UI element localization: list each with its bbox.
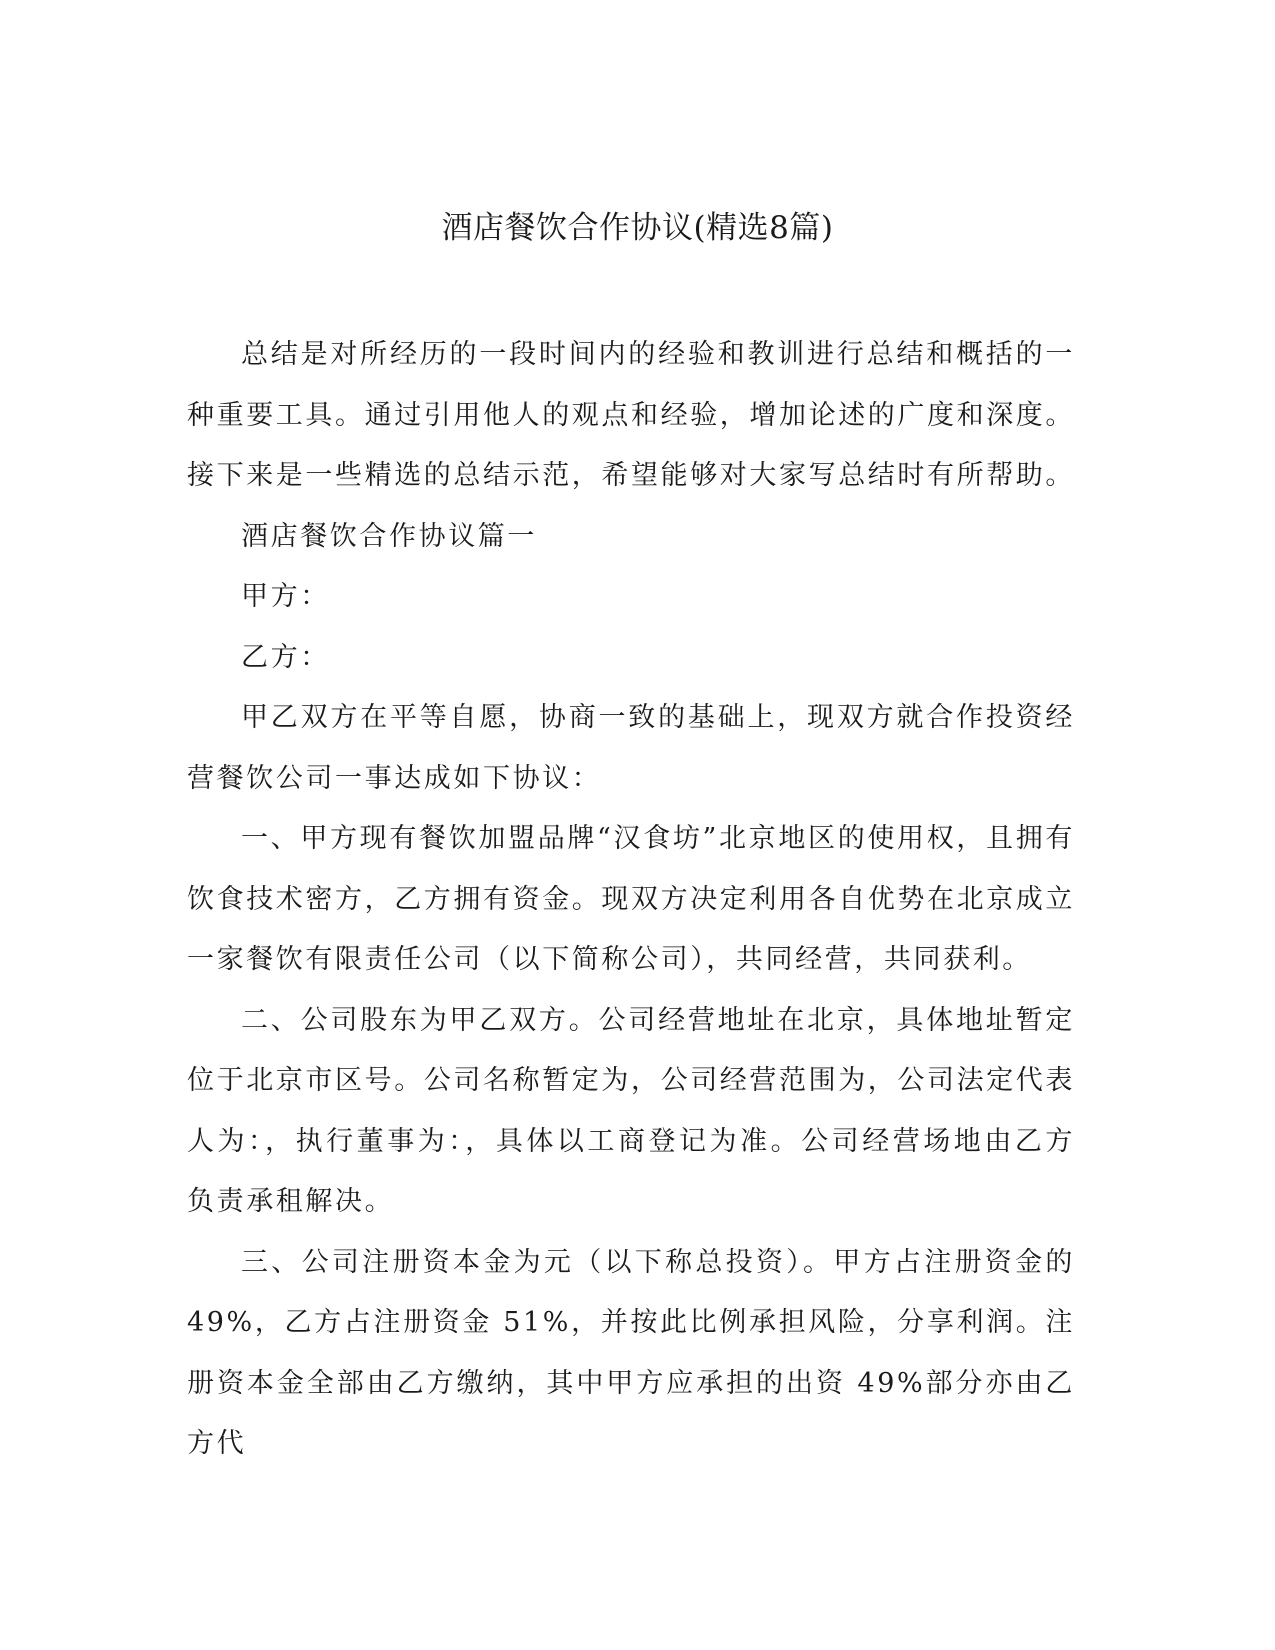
clause-one: 一、甲方现有餐饮加盟品牌“汉食坊”北京地区的使用权，且拥有饮食技术密方，乙方拥有资金。现双方决定利用各自优势在北京成立一家餐饮有限责任公司（以下简称公司），共同经营，共同获利。 — [187, 823, 1075, 975]
party-a-line: 甲方： — [241, 581, 330, 612]
clause-three: 三、公司注册资本金为元（以下称总投资）。甲方占注册资金的49%，乙方占注册资金 51%，并按此比例承担风险，分享利润。注册资本金全部由乙方缴纳，其中甲方应承担的出资 49%部分亦由乙方代 — [187, 1246, 1075, 1459]
paragraph-preamble: 甲乙双方在平等自愿，协商一致的基础上，现双方就合作投资经营餐饮公司一事达成如下协议： — [187, 702, 1075, 794]
document-title: 酒店餐饮合作协议(精选8篇) — [441, 210, 834, 246]
party-b-line: 乙方： — [241, 641, 330, 673]
clause-two: 二、公司股东为甲乙双方。公司经营地址在北京，具体地址暂定位于北京市区号。公司名称暂定为，公司经营范围为，公司法定代表人为：，执行董事为：，具体以工商登记为准。公司经营场地由乙方负责承租解决。 — [187, 1004, 1075, 1217]
section-heading: 酒店餐饮合作协议篇一 — [241, 520, 537, 552]
paragraph-intro: 总结是对所经历的一段时间内的经验和教训进行总结和概括的一种重要工具。通过引用他人的观点和经验，增加论述的广度和深度。接下来是一些精选的总结示范，希望能够对大家写总结时有所帮助。 — [187, 339, 1075, 491]
document-body — [187, 325, 1075, 1475]
